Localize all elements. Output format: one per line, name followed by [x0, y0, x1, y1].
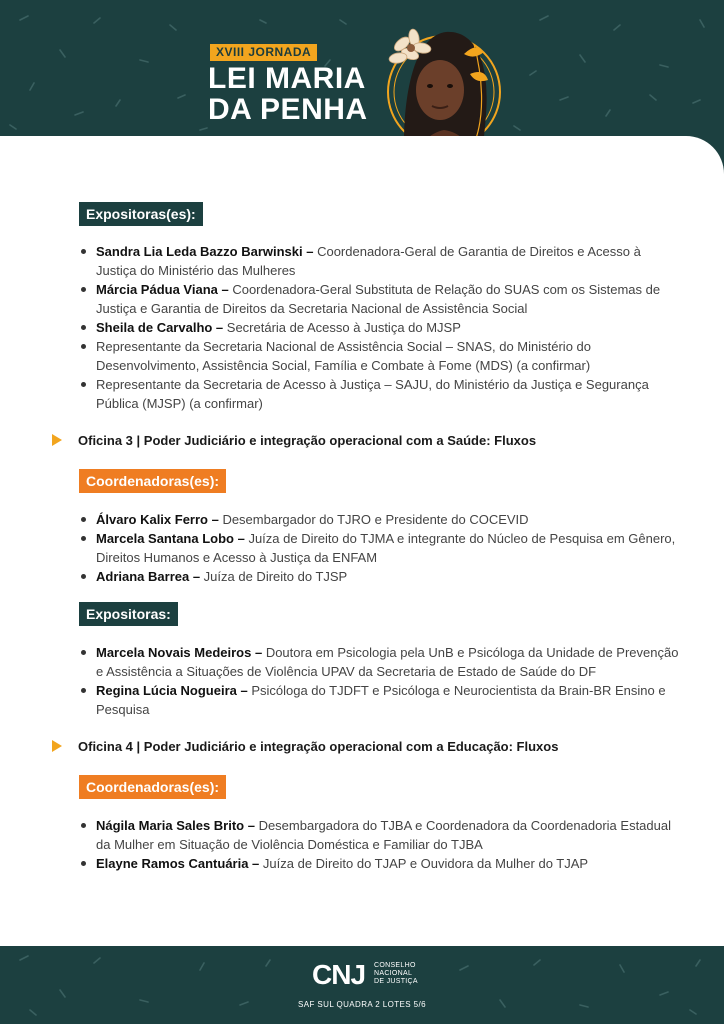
footer	[0, 946, 724, 1024]
list-item: Márcia Pádua Viana – Coordenadora-Geral Substituta de Relação do SUAS com os Sistemas de Justiça e Garantia de Direitos da Secretaria Nacional de Assistência Social	[80, 280, 680, 318]
arrow-right-icon	[52, 434, 62, 446]
list-item: Nágila Maria Sales Brito – Desembargadora do TJBA e Coordenadora da Coordenadoria Estadual da Mulher em Situação de Violência Doméstica e Familiar do TJBA	[80, 816, 680, 854]
jornada-badge: XVIII JORNADA	[210, 44, 317, 61]
coordenadores-list	[80, 510, 680, 586]
content-panel	[0, 136, 724, 946]
address: SAF SUL QUADRA 2 LOTES 5/6	[298, 1000, 426, 1009]
oficina-3-heading	[52, 432, 692, 450]
list-item: Sheila de Carvalho – Secretária de Acesso à Justiça do MJSP	[80, 318, 680, 337]
list-item: Representante da Secretaria Nacional de Assistência Social – SNAS, do Ministério do Desenvolvimento, Assistência Social, Família e Combate à Fome (MDS) (a confirmar)	[80, 337, 680, 375]
arrow-right-icon	[52, 740, 62, 752]
list-item: Representante da Secretaria de Acesso à Justiça – SAJU, do Ministério da Justiça e Segurança Pública (MJSP) (a confirmar)	[80, 375, 680, 413]
expositores-label: Expositoras(es):	[79, 202, 203, 226]
list-item: Sandra Lia Leda Bazzo Barwinski – Coordenadora-Geral de Garantia de Direitos e Acesso à Justiça do Ministério das Mulheres	[80, 242, 680, 280]
coordenadores-label: Coordenadoras(es):	[79, 775, 226, 799]
list-item: Regina Lúcia Nogueira – Psicóloga do TJDFT e Psicóloga e Neurocientista da Brain-BR Ensino e Pesquisa	[80, 681, 680, 719]
oficina-4-title: Oficina 4 | Poder Judiciário e integração operacional com a Educação: Fluxos	[78, 739, 559, 754]
list-item: Marcela Novais Medeiros – Doutora em Psicologia pela UnB e Psicóloga da Unidade de Prevenção e Assistência a Situações de Violência UPAV da Secretaria de Estado de Saúde do DF	[80, 643, 680, 681]
list-item: Álvaro Kalix Ferro – Desembargador do TJRO e Presidente do COCEVID	[80, 510, 680, 529]
header	[0, 0, 724, 140]
expositoras-label: Expositoras:	[79, 602, 178, 626]
expositoras-list	[80, 643, 680, 719]
list-item: Elayne Ramos Cantuária – Juíza de Direito do TJAP e Ouvidora da Mulher do TJAP	[80, 854, 680, 873]
cnj-logo-subtitle: CONSELHO NACIONAL DE JUSTIÇA	[374, 962, 418, 985]
oficina-4-heading	[52, 738, 692, 756]
oficina-3-title: Oficina 3 | Poder Judiciário e integração operacional com a Saúde: Fluxos	[78, 433, 537, 448]
list-item: Adriana Barrea – Juíza de Direito do TJSP	[80, 567, 680, 586]
cnj-logo-text: CNJ	[312, 959, 366, 990]
event-title-line2: DA PENHA	[208, 93, 368, 126]
coordenadores-label: Coordenadoras(es):	[79, 469, 226, 493]
event-title-line1: LEI MARIA	[208, 62, 366, 95]
list-item: Marcela Santana Lobo – Juíza de Direito do TJMA e integrante do Núcleo de Pesquisa em Gênero, Direitos Humanos e Acesso à Justiça da ENFAM	[80, 529, 680, 567]
coordenadores-list	[80, 816, 680, 873]
expositores-list	[80, 242, 680, 413]
